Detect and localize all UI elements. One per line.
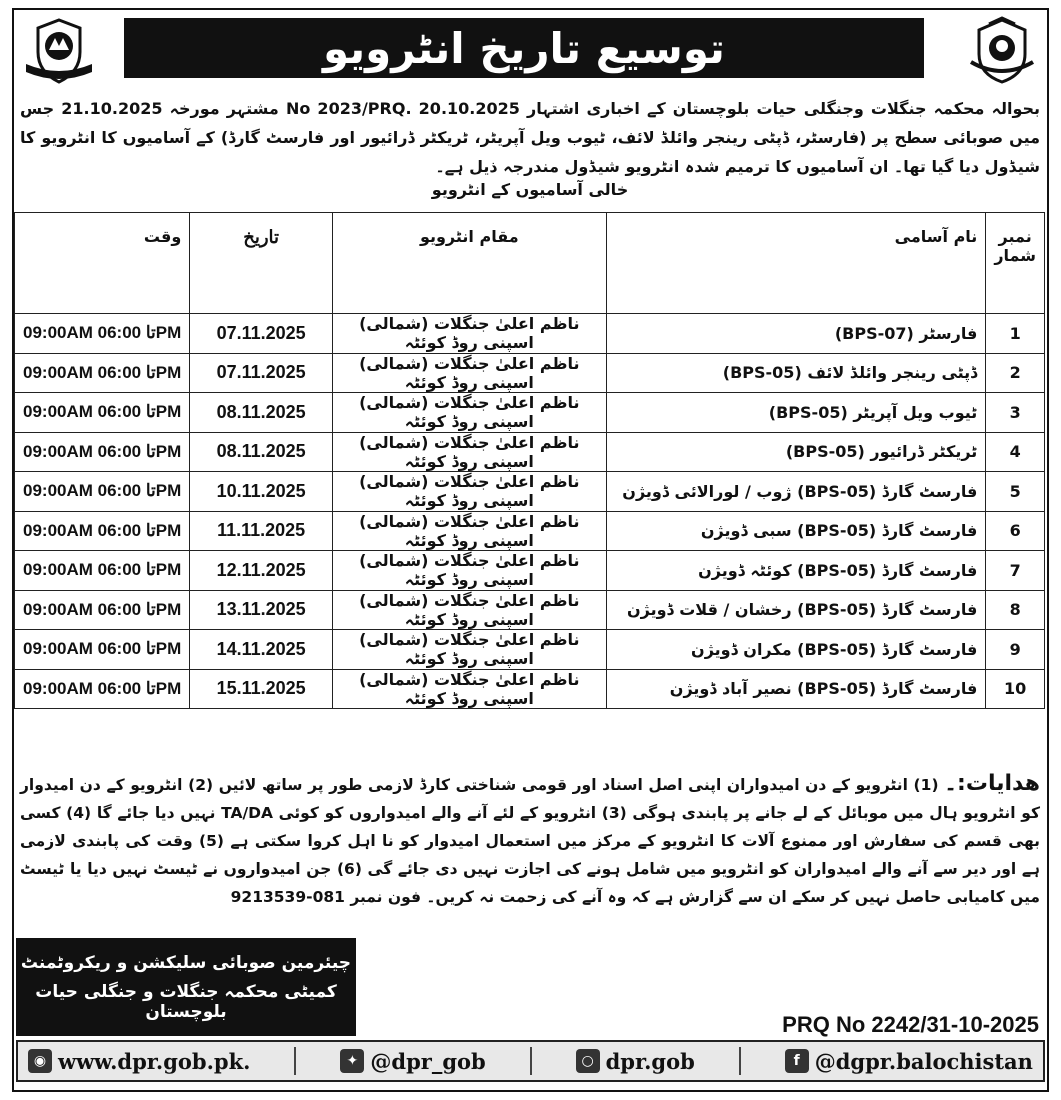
cell-date: 13.11.2025 — [190, 590, 333, 630]
interview-schedule-table — [14, 212, 1045, 709]
table-row — [15, 551, 1045, 591]
cell-venue: ناظم اعلیٰ جنگلات (شمالی) اسپنی روڈ کوئٹہ — [333, 551, 607, 591]
twitter-label: @dpr_gob — [370, 1048, 486, 1074]
cell-post: ٹیوب ویل آپریٹر (BPS-05) — [606, 393, 986, 433]
table-row — [15, 669, 1045, 709]
cell-date: 07.11.2025 — [190, 314, 333, 354]
chairman-signature-box — [16, 938, 356, 1036]
cell-time: 09:00AM تا 06:00PM — [15, 511, 190, 551]
instructions-text: (1) انٹرویو کے دن امیدواران اپنی اصل اسناد اور قومی شناختی کارڈ لازمی طور پر ساتھ لائیں (2) انٹرویو کے دن امیدوار کو انٹرویو ہال میں موبائل کے لے جانے پر پابندی ہوگی (3) انٹرویو کے لئے آنے والے امیدواروں کو کوئی TA/DA نہیں دیا جائے گا (4) کسی بھی قسم کی سفارش اور ممنوع آلات کا انٹرویو کے مرکز میں استعمال امیدوار کو نا اہل کروا سکتی ہے (5) وقت کی پابندی لازمی ہے اور دیر سے آنے والے امیدواران کو انٹرویو میں شامل ہونے کی اجازت نہیں دی جائے گی (6) جن امیدواروں نے ٹیسٹ نہیں دیا یا ٹیسٹ میں کامیابی حاصل نہیں کر سکے ان سے گزارش ہے کہ وہ آنے کی زحمت نہ کریں۔ فون نمبر 081-9213539 — [20, 776, 1040, 906]
cell-date: 14.11.2025 — [190, 630, 333, 670]
cell-serial: 1 — [986, 314, 1045, 354]
twitter-link[interactable] — [340, 1049, 485, 1074]
cell-serial: 8 — [986, 590, 1045, 630]
social-media-bar — [16, 1040, 1045, 1082]
cell-date: 08.11.2025 — [190, 393, 333, 433]
table-row — [15, 353, 1045, 393]
header-venue: مقام انٹرویو — [333, 213, 607, 314]
cell-post: فارسٹ گارڈ (BPS-05) سبی ڈویژن — [606, 511, 986, 551]
table-row — [15, 393, 1045, 433]
chairman-line-2: کمیٹی محکمہ جنگلات و جنگلی حیات بلوچستان — [35, 981, 337, 1022]
cell-date: 15.11.2025 — [190, 669, 333, 709]
cell-post: ڈپٹی رینجر وائلڈ لائف (BPS-05) — [606, 353, 986, 393]
facebook-link[interactable] — [785, 1049, 1033, 1074]
cell-post: فارسٹ گارڈ (BPS-05) ژوب / لورالائی ڈویژن — [606, 472, 986, 512]
facebook-icon: f — [785, 1049, 809, 1073]
cell-serial: 2 — [986, 353, 1045, 393]
divider — [294, 1047, 296, 1075]
cell-post: فارسٹ گارڈ (BPS-05) کوئٹہ ڈویژن — [606, 551, 986, 591]
cell-post: فارسٹر (BPS-07) — [606, 314, 986, 354]
government-emblem-icon — [965, 16, 1039, 86]
table-row — [15, 511, 1045, 551]
cell-serial: 6 — [986, 511, 1045, 551]
dgpr-logo — [22, 16, 96, 86]
cell-serial: 7 — [986, 551, 1045, 591]
table-row — [15, 472, 1045, 512]
cell-date: 12.11.2025 — [190, 551, 333, 591]
cell-serial: 4 — [986, 432, 1045, 472]
cell-post: فارسٹ گارڈ (BPS-05) نصیر آباد ڈویژن — [606, 669, 986, 709]
table-header-row — [15, 213, 1045, 314]
website-label: www.dpr.gob.pk. — [58, 1048, 251, 1074]
cell-serial: 9 — [986, 630, 1045, 670]
cell-post: فارسٹ گارڈ (BPS-05) مکران ڈویژن — [606, 630, 986, 670]
table-row — [15, 314, 1045, 354]
cell-venue: ناظم اعلیٰ جنگلات (شمالی) اسپنی روڈ کوئٹہ — [333, 630, 607, 670]
cell-time: 09:00AM تا 06:00PM — [15, 353, 190, 393]
cell-venue: ناظم اعلیٰ جنگلات (شمالی) اسپنی روڈ کوئٹہ — [333, 314, 607, 354]
cell-venue: ناظم اعلیٰ جنگلات (شمالی) اسپنی روڈ کوئٹہ — [333, 511, 607, 551]
header-post: نام آسامی — [606, 213, 986, 314]
cell-time: 09:00AM تا 06:00PM — [15, 314, 190, 354]
divider — [530, 1047, 532, 1075]
header-date: تاریخ — [190, 213, 333, 314]
page-title: توسیع تاریخ انٹرویو — [124, 18, 924, 78]
cell-venue: ناظم اعلیٰ جنگلات (شمالی) اسپنی روڈ کوئٹہ — [333, 590, 607, 630]
header-serial: نمبر شمار — [986, 213, 1045, 314]
cell-date: 08.11.2025 — [190, 432, 333, 472]
cell-date: 11.11.2025 — [190, 511, 333, 551]
instructions-heading: ھدایات:۔ — [944, 771, 1040, 796]
cell-post: ٹریکٹر ڈرائیور (BPS-05) — [606, 432, 986, 472]
cell-venue: ناظم اعلیٰ جنگلات (شمالی) اسپنی روڈ کوئٹہ — [333, 472, 607, 512]
table-row — [15, 630, 1045, 670]
cell-serial: 5 — [986, 472, 1045, 512]
cell-time: 09:00AM تا 06:00PM — [15, 630, 190, 670]
instagram-icon: ○ — [576, 1049, 600, 1073]
intro-paragraph: بحوالہ محکمہ جنگلات وجنگلی حیات بلوچستان کے اخباری اشتہار 20.10.2025 .No 2023/PRQ مشتہر مورخہ 21.10.2025 جس میں صوبائی سطح پر (فارسٹر، ڈپٹی رینجر وائلڈ لائف، ٹیوب ویل آپریٹر، ٹریکٹر ڈرائیور اور فارسٹ گارڈ) کے آسامیوں کا انٹرویو کا شیڈول دیا گیا تھا۔ ان آسامیوں کا ترمیم شدہ انٹرویو شیڈول مندرجہ ذیل ہے۔ — [20, 99, 1041, 176]
facebook-label: @dgpr.balochistan — [814, 1048, 1033, 1074]
cell-venue: ناظم اعلیٰ جنگلات (شمالی) اسپنی روڈ کوئٹہ — [333, 353, 607, 393]
instagram-label: dpr.gob — [605, 1048, 695, 1074]
cell-venue: ناظم اعلیٰ جنگلات (شمالی) اسپنی روڈ کوئٹہ — [333, 393, 607, 433]
cell-venue: ناظم اعلیٰ جنگلات (شمالی) اسپنی روڈ کوئٹہ — [333, 432, 607, 472]
cell-time: 09:00AM تا 06:00PM — [15, 393, 190, 433]
chairman-line-1: چیئرمین صوبائی سلیکشن و ریکروٹمنٹ — [20, 952, 352, 973]
table-row — [15, 590, 1045, 630]
website-link[interactable] — [28, 1049, 250, 1074]
cell-time: 09:00AM تا 06:00PM — [15, 669, 190, 709]
instructions-section — [20, 770, 1040, 911]
cell-time: 09:00AM تا 06:00PM — [15, 551, 190, 591]
cell-time: 09:00AM تا 06:00PM — [15, 472, 190, 512]
cell-date: 07.11.2025 — [190, 353, 333, 393]
table-row — [15, 432, 1045, 472]
table-caption: خالی آسامیوں کے انٹرویو — [431, 180, 629, 199]
header-time: وقت — [15, 213, 190, 314]
cell-serial: 10 — [986, 669, 1045, 709]
cell-post: فارسٹ گارڈ (BPS-05) رخشان / قلات ڈویژن — [606, 590, 986, 630]
cell-time: 09:00AM تا 06:00PM — [15, 432, 190, 472]
cell-venue: ناظم اعلیٰ جنگلات (شمالی) اسپنی روڈ کوئٹہ — [333, 669, 607, 709]
cell-date: 10.11.2025 — [190, 472, 333, 512]
globe-icon: ◉ — [28, 1049, 52, 1073]
divider — [739, 1047, 741, 1075]
twitter-icon: ✦ — [340, 1049, 364, 1073]
cell-serial: 3 — [986, 393, 1045, 433]
cell-time: 09:00AM تا 06:00PM — [15, 590, 190, 630]
instagram-link[interactable] — [576, 1049, 695, 1074]
prq-number: PRQ No 2242/31-10-2025 — [782, 1012, 1039, 1037]
